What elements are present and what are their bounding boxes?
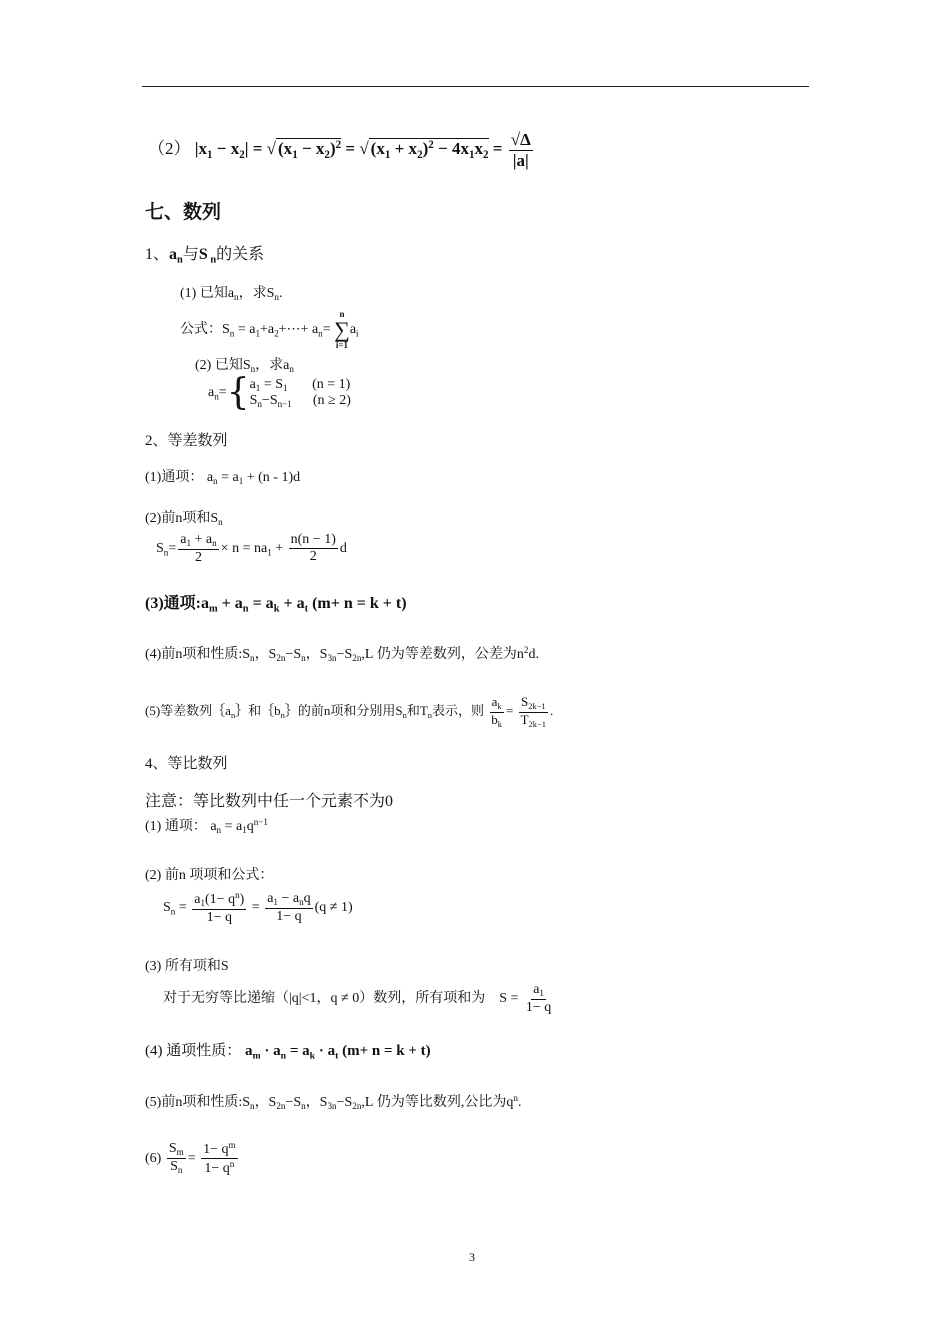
formula-sn-sum: 公式：$S_n$ = $a_1+a_2+\cdots+ a_n=$ n ∑ i=1 $a_i$ — [180, 309, 359, 350]
arith-term-property: (3)通项$:a_m + a_n = a_k + a_t$ (m+ n = k + t) — [145, 595, 407, 615]
arith-sum-formula: $S_n=$ $\frac{a_1 + a_n}{2}$ × $n = na_1$ + $\frac{n(n - 1)}{2}$ d — [156, 532, 347, 565]
item-known-an: (1) 已知$a_n$，求$S_n$. — [180, 286, 283, 303]
subsection-title-arithmetic: 2、等差数列 — [145, 433, 228, 449]
arith-general-term: (1)通项： $a_n = a_1 + (n - 1)d$ — [145, 470, 301, 487]
geo-ratio-formula: (6) $\frac{S_m}{S_n}$ = $\frac{1- q^m}{1- q^n}$ — [145, 1140, 236, 1177]
arith-sum-label: (2)前n项和$S_n$ — [145, 511, 223, 528]
geo-general-term: (1) 通项： $a_n = a_1q^{n-1}$ — [145, 817, 268, 836]
subsection-title-an-sn: 1、$a_n$与S $_n$的关系 — [145, 246, 265, 266]
geo-term-property: (4) 通项性质： $a_m \cdot a_n = a_k \cdot a_t$ (m+ n = k + t) — [145, 1043, 431, 1062]
geo-infinite-sum-formula: 对于无穷等比递缩（|q|<1，q ≠ 0）数列，所有项和为 S = $\frac{a_1}{1- q}$ — [163, 982, 552, 1015]
item-known-sn: (2) 已知$S_n$，求$a_n$ — [195, 358, 294, 375]
section-title-sequences: 七、数列 — [145, 201, 222, 223]
geo-note: 注意：等比数列中任一个元素不为0 — [145, 793, 394, 810]
item-label: （2） — [148, 138, 191, 158]
geo-sum-label: (2) 前n 项项和公式： — [145, 868, 274, 883]
header-rule — [142, 86, 809, 87]
arith-sum-property: (4)前n项和性质$:S_n$，$S_{2n}-S_n$，$S_{3n}-S_{2n},L$ 仍为等差数列，公差为$n^2d$. — [145, 645, 539, 664]
geo-infinite-sum-label: (3) 所有项和S — [145, 959, 229, 974]
root-difference-formula: （2） $|x_1 - x_2|$ = √ $(x_1 - x_2)^2$ = √ $(x_1 + x_2)^2 - 4x_1x_2$ = $\frac{√\Delta}{|a|}$ — [148, 130, 531, 170]
geo-sum-property: (5)前n项和性质$:S_n$，$S_{2n}-S_n$，$S_{3n}-S_{2n},L$ 仍为等比数列,公比为$q^n$. — [145, 1093, 522, 1112]
geo-sum-formula: $S_n$ = $\frac{a_1(1- q^n)}{1- q}$ = $\frac{a_1 - a_nq}{1- q}$ (q ≠ 1) — [163, 890, 353, 925]
arith-ratio-property: (5)等差数列$\{a_n\}$和$\{b_n\}$的前n项和分别用$S_n$和$T_n$表示，则 $\frac{a_k}{b_k}$ = $\frac{S_{2k-1}}{T_{2k-1}}$ . — [145, 694, 554, 729]
subsection-title-geometric: 4、等比数列 — [145, 756, 228, 772]
formula-an-cases: $a_n=${ $a_1 = S_1$ (n = 1) $S_n-S_{n-1}$ (n ≥ 2) — [208, 372, 351, 413]
page-number: 3 — [469, 1250, 475, 1264]
